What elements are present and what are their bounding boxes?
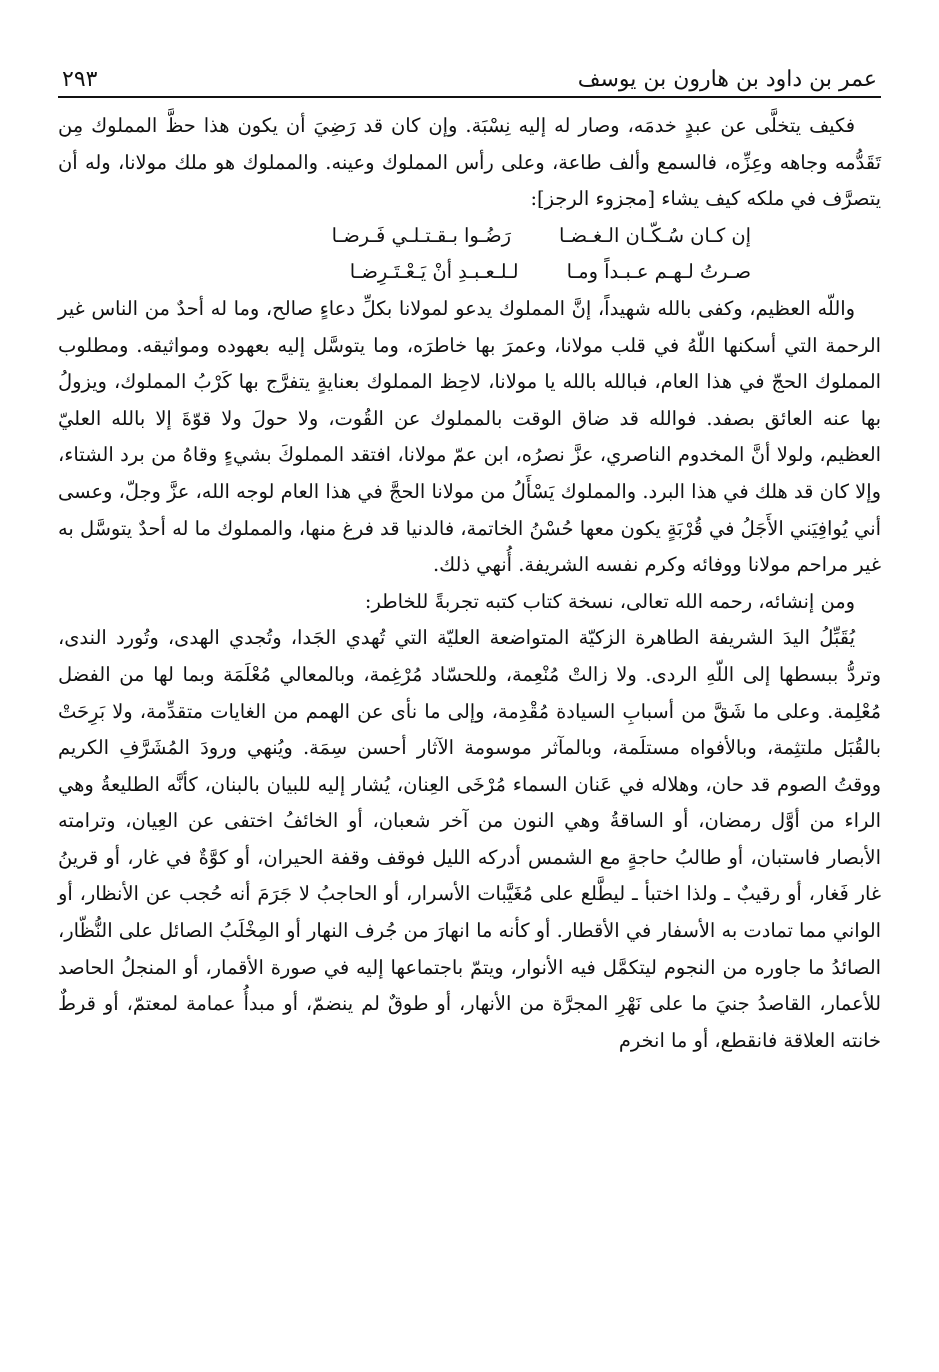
running-head — [62, 52, 877, 92]
verse-1 — [58, 218, 881, 255]
body-text — [58, 108, 881, 1059]
verse-2 — [58, 254, 881, 291]
paragraph-1: فكيف يتخلَّى عن عبدٍ خدمَه، وصار له إليه نِسْبَة. وإن كان قد رَضِيَ أن يكون هذا حظَّ المملوك مِن تَقَدُّمه وجاهه وعِزِّه، فالسمع وألف طاعة، وعلى رأس المملوك وعينه. والمملوك هو ملك مولانا، وله أن يتصرَّف في ملكه كيف يشاء [مجزوء الرجز]: — [58, 114, 881, 211]
paragraph-3: ومن إنشائه، رحمه الله تعالى، نسخة كتاب كتبه تجربةً للخاطر: — [364, 589, 855, 613]
page-number: ٢٩٣ — [62, 67, 98, 92]
running-title: عمر بن داود بن هارون بن يوسف — [577, 67, 877, 92]
paragraph-2: واللّه العظيم، وكفى بالله شهيداً، إنَّ المملوك يدعو لمولانا بكلِّ دعاءٍ صالح، وما له أحدٌ من الناس غير الرحمة التي أسكنها اللّهُ في قلب مولانا، وعمرَ بها خاطرَه، وما يتوسَّل إليه بعهوده ومواثيقه. ومطلوب المملوك الحجّ في هذا العام، فبالله بالله يا مولانا، لاحِظ المملوك بعنايةٍ يتفرَّج بها كَرْبُ المملوك، ويزولُ بها عنه العائق بصفد. فوالله قد ضاق الوقت بالمملوك عن القُوت، ولا حولَ ولا قوّةَ إلا بالله العليّ العظيم، ولولا أنَّ المخدوم الناصري، عزَّ نصرُه، ابن عمّ مولانا، افتقد المملوكَ بشيءٍ وقاهُ من برد الشتاء، وإلا كان قد هلك في هذا البرد. والمملوك يَسْأَلُ من مولانا الحجَّ في هذا العام لوجه الله، عزَّ وجلّ، وعسى أني يُوافِيَني الأَجَلُ في قُرْبَةٍ يكون معها حُسْنُ الخاتمة، فالدنيا قد فرغ منها، والمملوك ما له أحدٌ يتوسَّل به غير مراحم مولانا ووفائه وكرم نفسه الشريفة. أُنهي ذلك. — [58, 296, 881, 577]
verse-1-first-hemistich: إن كـان سُـكّـان الـغـضـا — [558, 223, 751, 247]
poem — [58, 218, 881, 291]
paragraph-4: يُقَبِّلُ اليدَ الشريفة الطاهرة الزكيّة المتواضعة العليّة التي تُهدي الجَدا، وتُجدي الهدى، وتُورد الندى، وتردُّ ببسطها إلى اللّهِ الردى. ولا زالتْ مُنْعِمة، وللحسّاد مُرْغِمة، وبالمعالي مُعْلَمَة وبما لها من الفضل مُعْلِمة. وعلى ما شَقَّ من أسبابِ السيادة مُقْدِمة، وإلى ما نأى عن الهمم من الغايات متقدِّمة، ولا بَرِحَتْ بالقُبَل ملتثِمة، وبالأفواه مستلَمة، وبالمآثر موسومة الآثار أحسن سِمَة. ويُنهي ورودَ المُشَرَّفِ الكريم ووقتُ الصوم قد حان، وهلاله في عَنان السماء مُرْخَى العِنان، يُشار إليه للبيان بالبنان، كأنَّه الطليعةُ وهي الراء من أوَّل رمضان، أو الساقةُ وهي النون من آخر شعبان، أو الخائفُ اختفى عن العِيان، وترامته الأبصار فاستبان، أو طالبُ حاجةٍ مع الشمس أدركه الليل فوقف وقفة الحيران، أو كوَّةٌ في غار، أو قرينُ غار فَغار، أو رقيبٌ ـ ولذا اختبأ ـ ليطَّلع على مُغَيَّبات الأسرار، أو الحاجبُ لا جَرَمَ أنه حُجب عن الأنظار، أو الواني مما تمادت به الأسفار في الأقطار. أو كأنه ما انهارَ من جُرف النهار أو المِخْلَبُ الصائل على النُّظّار، الصائدُ ما جاوره من النجوم ليتكمَّل فيه الأنوار، ويتمّ باجتماعها إليه في صورة الأقمار، أو المنجلُ الحاصد للأعمار، القاصدُ جنيَ ما على نَهْرِ المجرَّة من الأنهار، أو طوقٌ لم ينضمّ، أو مبدأُ عمامة لمعتمّ، أو قرطٌ خانته العلاقة فانقطع، أو ما انخرم — [58, 626, 881, 1052]
verse-2-second-hemistich: لـلـعـبـدِ أنْ يَـعْـتَـرِضـا — [349, 260, 519, 284]
verse-2-first-hemistich: صـرتُ لـهـم عـبـداً ومـا — [566, 260, 751, 284]
verse-1-second-hemistich: رَضُـوا بـقـتـلـي فَـرضـا — [331, 223, 511, 247]
header-rule — [58, 96, 881, 98]
